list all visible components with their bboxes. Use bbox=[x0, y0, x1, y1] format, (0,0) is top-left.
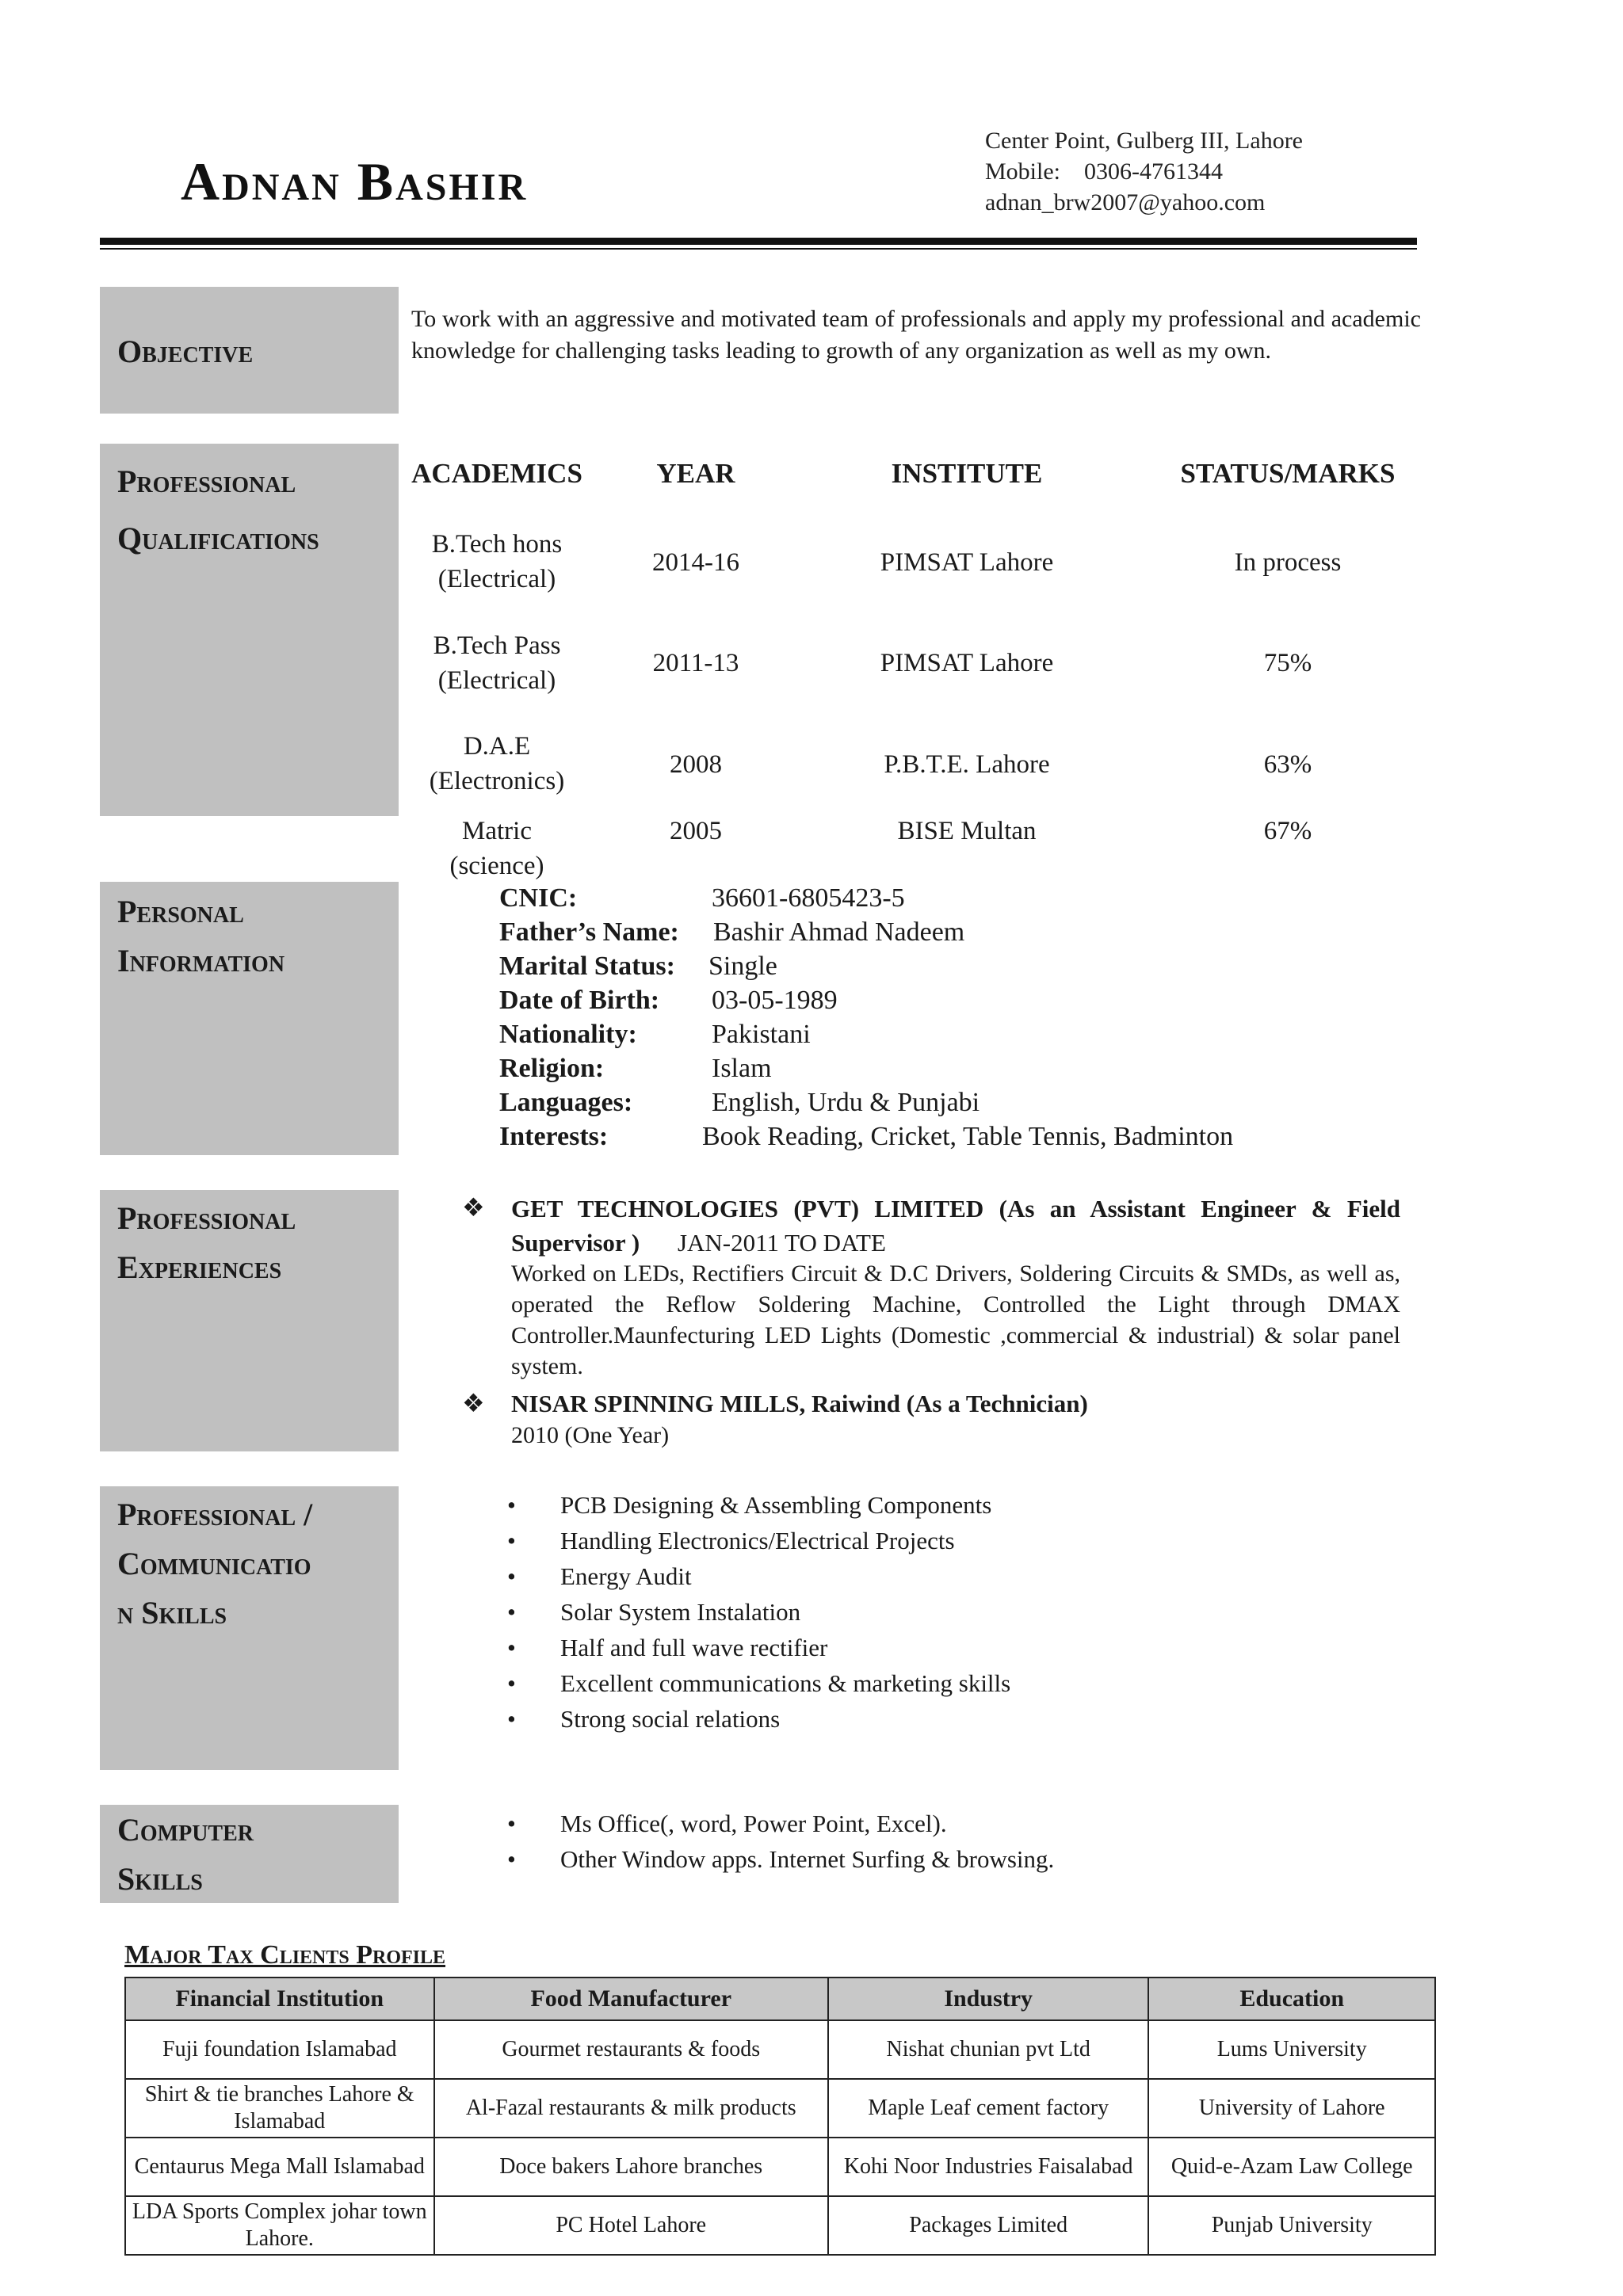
bullet-icon: • bbox=[507, 1810, 516, 1837]
qual-institute: PIMSAT Lahore bbox=[880, 649, 1054, 677]
bullet-icon: • bbox=[507, 1527, 516, 1554]
table-cell: Gourmet restaurants & foods bbox=[434, 2020, 828, 2079]
skill-item bbox=[507, 1630, 828, 1665]
table-cell: University of Lahore bbox=[1148, 2079, 1435, 2138]
skill-item bbox=[507, 1487, 992, 1523]
section-title-line: Information bbox=[117, 943, 285, 978]
table-cell: Punjab University bbox=[1148, 2196, 1435, 2255]
qual-year: 2005 bbox=[670, 817, 722, 845]
table-cell: Doce bakers Lahore branches bbox=[434, 2138, 828, 2196]
qual-academics bbox=[406, 527, 588, 597]
experience-date: JAN-2011 TO DATE bbox=[677, 1229, 886, 1257]
qual-degree: Matric bbox=[462, 817, 532, 845]
personal-value: Bashir Ahmad Nadeem bbox=[713, 917, 965, 947]
tax-clients-table bbox=[124, 1977, 1436, 2256]
skill-text: Other Window apps. Internet Surfing & browsing. bbox=[560, 1845, 1055, 1873]
table-cell: Centaurus Mega Mall Islamabad bbox=[125, 2138, 434, 2196]
section-title-objective: Objective bbox=[117, 334, 254, 369]
table-cell: Fuji foundation Islamabad bbox=[125, 2020, 434, 2079]
qual-status: 63% bbox=[1263, 750, 1312, 779]
personal-row bbox=[499, 915, 965, 949]
table-header: Education bbox=[1148, 1978, 1435, 2020]
bullet-icon: • bbox=[507, 1598, 516, 1626]
contact-block bbox=[985, 125, 1303, 218]
table-cell: Packages Limited bbox=[828, 2196, 1148, 2255]
skill-item bbox=[507, 1594, 801, 1630]
bullet-icon: • bbox=[507, 1562, 516, 1590]
section-title-line: Qualifications bbox=[117, 521, 319, 556]
table-row bbox=[125, 2020, 1435, 2079]
bullet-icon: • bbox=[507, 1705, 516, 1733]
skill-text: Excellent communications & marketing skills bbox=[560, 1669, 1011, 1697]
resume-name: Adnan Bashir bbox=[181, 151, 529, 212]
computer-skill-item bbox=[507, 1841, 1055, 1877]
table-cell: Lums University bbox=[1148, 2020, 1435, 2079]
qual-year: 2014-16 bbox=[652, 548, 739, 577]
personal-row bbox=[499, 1051, 772, 1085]
personal-row bbox=[499, 881, 905, 915]
section-skills bbox=[100, 1486, 399, 1770]
qual-status: In process bbox=[1234, 548, 1342, 577]
qual-degree: B.Tech Pass bbox=[433, 631, 561, 660]
personal-row bbox=[499, 1017, 811, 1051]
personal-value: 03-05-1989 bbox=[712, 986, 838, 1015]
col-header-status: STATUS/MARKS bbox=[1180, 458, 1396, 489]
personal-label: Nationality: bbox=[499, 1020, 637, 1049]
diamond-bullet-icon: ❖ bbox=[462, 1389, 485, 1417]
table-header: Financial Institution bbox=[125, 1978, 434, 2020]
bullet-icon: • bbox=[507, 1634, 516, 1661]
section-title-line: Experiences bbox=[117, 1249, 282, 1285]
section-title-line: Skills bbox=[117, 1861, 203, 1897]
qual-academics bbox=[406, 814, 588, 883]
skill-item bbox=[507, 1665, 1011, 1701]
email: adnan_brw2007@yahoo.com bbox=[985, 189, 1266, 215]
skill-text: PCB Designing & Assembling Components bbox=[560, 1491, 992, 1519]
table-cell: Shirt & tie branches Lahore & Islamabad bbox=[125, 2079, 434, 2138]
personal-label: Marital Status: bbox=[499, 952, 675, 981]
col-header-academics: ACADEMICS bbox=[411, 458, 582, 489]
bullet-icon: • bbox=[507, 1845, 516, 1873]
skill-text: Handling Electronics/Electrical Projects bbox=[560, 1527, 955, 1554]
skill-text: Ms Office(, word, Power Point, Excel). bbox=[560, 1810, 947, 1837]
table-header: Food Manufacturer bbox=[434, 1978, 828, 2020]
qual-institute: BISE Multan bbox=[897, 817, 1037, 845]
section-title-line: Computer bbox=[117, 1812, 254, 1848]
personal-label: Date of Birth: bbox=[499, 986, 660, 1015]
address: Center Point, Gulberg III, Lahore bbox=[985, 128, 1304, 154]
personal-value: 36601-6805423-5 bbox=[712, 883, 905, 913]
table-cell: LDA Sports Complex johar town Lahore. bbox=[125, 2196, 434, 2255]
computer-skill-item bbox=[507, 1806, 947, 1841]
qual-institute: PIMSAT Lahore bbox=[880, 548, 1054, 577]
mobile-label: Mobile: bbox=[985, 158, 1060, 185]
bullet-icon: • bbox=[507, 1491, 516, 1519]
table-header: Industry bbox=[828, 1978, 1148, 2020]
section-personal bbox=[100, 882, 399, 1155]
qual-field: (Electrical) bbox=[437, 565, 556, 593]
experience-company: NISAR SPINNING MILLS, Raiwind (As a Technician) bbox=[511, 1390, 1088, 1417]
qual-year: 2008 bbox=[670, 750, 722, 779]
skill-item bbox=[507, 1701, 781, 1737]
table-cell: Quid-e-Azam Law College bbox=[1148, 2138, 1435, 2196]
section-title-line: Communicatio bbox=[117, 1546, 311, 1581]
personal-value: Book Reading, Cricket, Table Tennis, Badminton bbox=[702, 1122, 1234, 1151]
header-rule-thin bbox=[100, 248, 1417, 250]
personal-value: English, Urdu & Punjabi bbox=[712, 1088, 980, 1117]
skill-text: Energy Audit bbox=[560, 1562, 692, 1590]
qual-status: 67% bbox=[1263, 817, 1312, 845]
section-objective bbox=[100, 287, 399, 414]
qual-status: 75% bbox=[1263, 649, 1312, 677]
bullet-icon: • bbox=[507, 1669, 516, 1697]
personal-label: Interests: bbox=[499, 1122, 609, 1151]
personal-label: CNIC: bbox=[499, 883, 578, 913]
tax-clients-title: Major Tax Clients Profile bbox=[124, 1940, 446, 1970]
col-header-year: YEAR bbox=[656, 458, 735, 489]
qual-field: (Electrical) bbox=[437, 666, 556, 695]
experience-date: 2010 (One Year) bbox=[511, 1422, 670, 1448]
table-header-row bbox=[125, 1978, 1435, 2020]
experience-description: Worked on LEDs, Rectifiers Circuit & D.C Drivers, Soldering Circuits & SMDs, as well as, operated the Reflow Soldering Machine, Controlled the Light through DMAX Controller.Maunfecturing LED Lights (Domestic ,commercial & industrial) & solar panel system. bbox=[511, 1261, 1400, 1379]
qual-year: 2011-13 bbox=[652, 649, 739, 677]
section-computer-skills bbox=[100, 1805, 399, 1903]
personal-value: Pakistani bbox=[712, 1020, 811, 1049]
personal-value: Single bbox=[708, 952, 777, 981]
section-title-line: Professional bbox=[117, 463, 296, 499]
qual-degree: D.A.E bbox=[463, 732, 531, 761]
mobile-number: 0306-4761344 bbox=[1084, 158, 1223, 185]
table-cell: PC Hotel Lahore bbox=[434, 2196, 828, 2255]
personal-label: Religion: bbox=[499, 1054, 605, 1083]
qual-degree: B.Tech hons bbox=[431, 530, 563, 559]
skill-item bbox=[507, 1558, 692, 1594]
col-header-institute: INSTITUTE bbox=[891, 458, 1043, 489]
personal-row bbox=[499, 1085, 980, 1119]
table-cell: Nishat chunian pvt Ltd bbox=[828, 2020, 1148, 2079]
qual-field: (science) bbox=[449, 852, 544, 880]
personal-row bbox=[499, 949, 777, 983]
diamond-bullet-icon: ❖ bbox=[462, 1193, 485, 1222]
table-row bbox=[125, 2196, 1435, 2255]
personal-label: Father’s Name: bbox=[499, 917, 679, 947]
qual-institute: P.B.T.E. Lahore bbox=[884, 750, 1050, 779]
objective-text: To work with an aggressive and motivated team of professionals and apply my professional and academic knowledge for challenging tasks leading to growth of any organization as well as my own. bbox=[411, 306, 1421, 364]
header-rule bbox=[100, 238, 1417, 245]
experience-company: GET TECHNOLOGIES (PVT) LIMITED (As an Assistant Engineer & Field Supervisor ) bbox=[511, 1195, 1400, 1257]
table-cell: Al-Fazal restaurants & milk products bbox=[434, 2079, 828, 2138]
table-row bbox=[125, 2138, 1435, 2196]
section-experiences bbox=[100, 1190, 399, 1451]
table-cell: Kohi Noor Industries Faisalabad bbox=[828, 2138, 1148, 2196]
table-row bbox=[125, 2079, 1435, 2138]
skill-text: Strong social relations bbox=[560, 1705, 781, 1733]
section-title-line: Professional / bbox=[117, 1497, 313, 1532]
skill-text: Solar System Instalation bbox=[560, 1598, 801, 1626]
table-cell: Maple Leaf cement factory bbox=[828, 2079, 1148, 2138]
personal-value: Islam bbox=[712, 1054, 772, 1083]
qual-academics bbox=[406, 628, 588, 698]
skill-text: Half and full wave rectifier bbox=[560, 1634, 828, 1661]
mobile-line bbox=[985, 156, 1303, 187]
section-title-line: Personal bbox=[117, 894, 244, 929]
section-title-line: n Skills bbox=[117, 1595, 227, 1630]
skill-item bbox=[507, 1523, 955, 1558]
experience-title bbox=[511, 1192, 1400, 1260]
personal-row bbox=[499, 1119, 1234, 1154]
qual-academics bbox=[406, 729, 588, 799]
section-title-line: Professional bbox=[117, 1200, 296, 1236]
section-qualifications bbox=[100, 444, 399, 816]
personal-row bbox=[499, 983, 838, 1017]
qual-field: (Electronics) bbox=[429, 767, 565, 795]
personal-label: Languages: bbox=[499, 1088, 633, 1117]
